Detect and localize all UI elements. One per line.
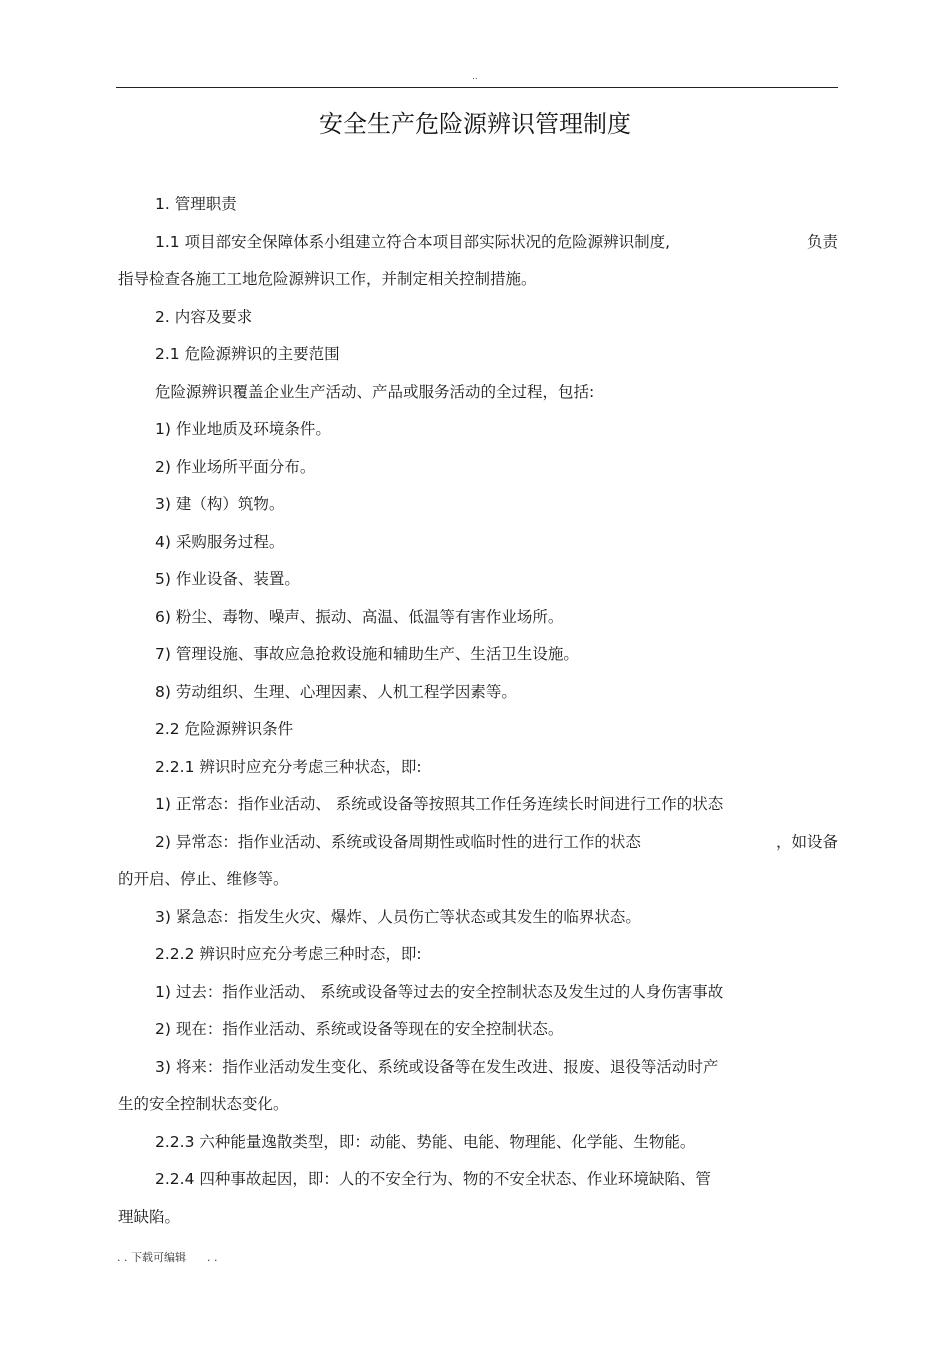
section-heading: 2. 内容及要求: [155, 307, 253, 326]
text-segment: 1.1 项目部安全保障体系小组建立符合本项目部实际状况的危险源辨识制度,: [155, 232, 671, 251]
header-rule: [116, 87, 838, 88]
list-item: 2) 现在：指作业活动、系统或设备等现在的安全控制状态。: [155, 1020, 564, 1038]
section-heading: 2.1 危险源辨识的主要范围: [155, 345, 340, 363]
section-heading: 2.2.2 辨识时应充分考虑三种时态，即:: [155, 945, 422, 963]
document-body: [118, 186, 838, 1236]
text-segment: 负责: [806, 232, 838, 251]
list-item: 1) 过去：指作业活动、 系统或设备等过去的安全控制状态及发生过的人身伤害事故: [155, 982, 724, 1001]
list-item: 7) 管理设施、事故应急抢救设施和辅助生产、生活卫生设施。: [155, 645, 579, 663]
text-segment: ，如设备: [775, 832, 838, 851]
paragraph-line: 指导检查各施工工地危险源辨识工作，并制定相关控制措施。: [118, 270, 537, 288]
paragraph-line: 生的安全控制状态变化。: [118, 1095, 289, 1113]
paragraph-line: 危险源辨识覆盖企业生产活动、产品或服务活动的全过程，包括:: [155, 382, 595, 401]
list-item: 6) 粉尘、毒物、噪声、振动、高温、低温等有害作业场所。: [155, 607, 564, 626]
header-mark: ..: [472, 72, 478, 82]
list-item: 8) 劳动组织、生理、心理因素、人机工程学因素等。: [155, 682, 517, 701]
list-item: [118, 824, 838, 862]
section-heading: 2.2.1 辨识时应充分考虑三种状态，即:: [155, 757, 422, 776]
section-heading: 1. 管理职责: [155, 195, 237, 213]
list-item: 2) 作业场所平面分布。: [155, 457, 316, 476]
paragraph-line: [118, 224, 838, 262]
section-heading: 2.2.4 四种事故起因，即：人的不安全行为、物的不安全状态、作业环境缺陷、管: [155, 1170, 711, 1188]
list-item: 1) 作业地质及环境条件。: [155, 420, 331, 438]
paragraph-line: 的开启、停止、维修等。: [118, 870, 289, 888]
paragraph-line: 理缺陷。: [118, 1207, 181, 1226]
section-heading: 2.2 危险源辨识条件: [155, 720, 294, 738]
page-title: 安全生产危险源辨识管理制度: [319, 110, 631, 138]
list-item: 5) 作业设备、装置。: [155, 570, 300, 588]
list-item: 4) 采购服务过程。: [155, 532, 285, 551]
list-item: 3) 将来：指作业活动发生变化、系统或设备等在发生改进、报废、退役等活动时产: [155, 1057, 719, 1076]
list-item: 1) 正常态：指作业活动、 系统或设备等按照其工作任务连续长时间进行工作的状态: [155, 795, 724, 813]
list-item: 3) 紧急态：指发生火灾、爆炸、人员伤亡等状态或其发生的临界状态。: [155, 907, 641, 926]
section-heading: 2.2.3 六种能量逸散类型，即：动能、势能、电能、物理能、化学能、生物能。: [155, 1132, 696, 1151]
text-segment: 2) 异常态：指作业活动、系统或设备周期性或临时性的进行工作的状态: [155, 832, 641, 851]
list-item: 3) 建（构）筑物。: [155, 495, 285, 513]
footer-text: . . 下载可编辑 . .: [117, 1251, 218, 1264]
